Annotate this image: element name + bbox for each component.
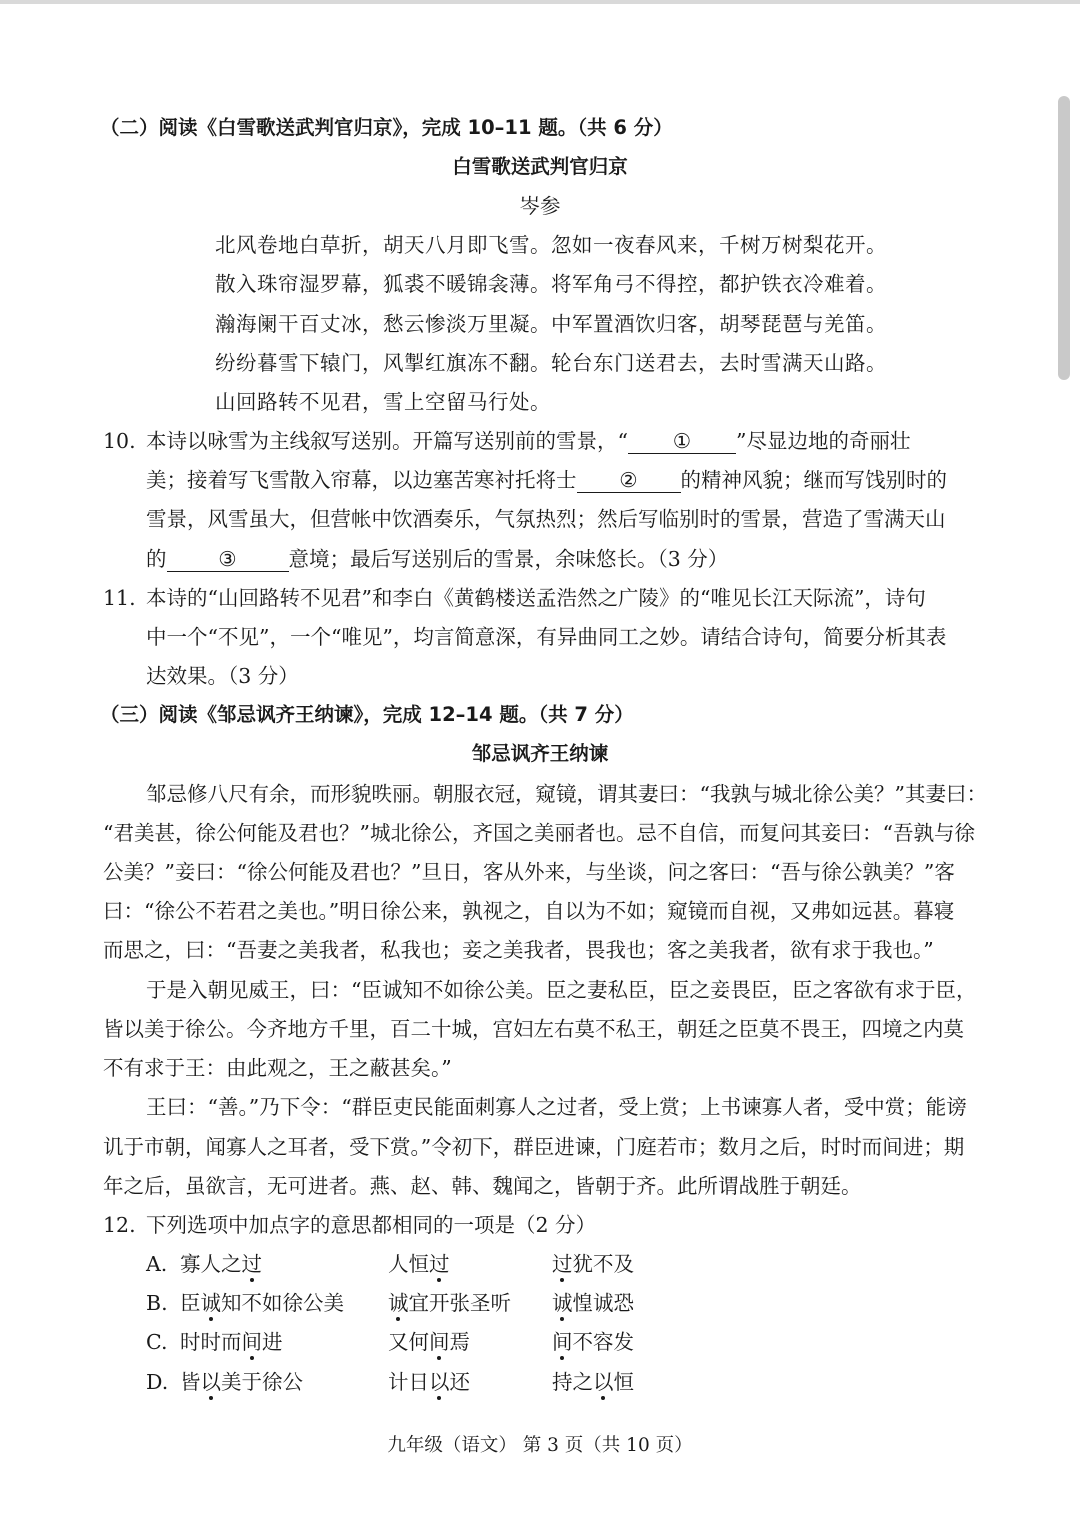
poem-author: 岑参	[519, 194, 561, 218]
emphasis-dot-char: 过	[429, 1252, 450, 1276]
q12-option-b-item-3: 诚惶诚恐	[552, 1291, 634, 1315]
q12-option-a-letter: A.	[146, 1252, 168, 1276]
emphasis-dot-char: 间	[552, 1330, 573, 1354]
essay-p1-line-3: 公美？”妾曰：“徐公何能及君也？”旦日，客从外来，与坐谈，问之客曰：“吾与徐公孰美？”客	[103, 860, 955, 884]
q11-line-3: 达效果。（3 分）	[146, 664, 299, 688]
essay-p1-line-4: 曰：“徐公不若君之美也。”明日徐公来，孰视之，自以为不如；窥镜而自视，又弗如远甚。暮寝	[103, 899, 955, 923]
q11-number: 11.	[103, 586, 136, 610]
q10-blank-1[interactable]: ①	[628, 429, 736, 454]
q10-blank-3[interactable]: ③	[167, 547, 289, 572]
essay-p3-line-3: 年之后，虽欲言，无可进者。燕、赵、韩、魏闻之，皆朝于齐。此所谓战胜于朝廷。	[103, 1174, 862, 1198]
q10-line-2	[146, 466, 947, 494]
q10-text: 意境；最后写送别后的雪景，余味悠长。（3 分）	[288, 547, 729, 571]
q12-option-d-item-2: 计日以还	[388, 1370, 470, 1394]
poem-title: 白雪歌送武判官归京	[452, 155, 628, 178]
q10-line-3: 雪景，风雪虽大，但营帐中饮酒奏乐，气氛热烈；然后写临别时的雪景，营造了雪满天山	[146, 507, 946, 531]
emphasis-dot-char: 诚	[552, 1291, 573, 1315]
q12-option-a-item-1: 寡人之过	[180, 1252, 262, 1276]
essay-title: 邹忌讽齐王纳谏	[471, 742, 609, 765]
page-footer: 九年级（语文） 第 3 页（共 10 页）	[387, 1435, 693, 1456]
poem-line-5: 山回路转不见君，雪上空留马行处。	[215, 390, 551, 414]
poem-line-3: 瀚海阑干百丈冰，愁云惨淡万里凝。中军置酒饮归客，胡琴琵琶与羌笛。	[215, 312, 887, 336]
poem-line-4: 纷纷暮雪下辕门，风掣红旗冻不翻。轮台东门送君去，去时雪满天山路。	[215, 351, 887, 375]
essay-p3-line-2: 讥于市朝，闻寡人之耳者，受下赏。”令初下，群臣进谏，门庭若市；数月之后，时时而间进；期	[103, 1135, 965, 1159]
essay-p2-line-2: 皆以美于徐公。今齐地方千里，百二十城，宫妇左右莫不私王，朝廷之臣莫不畏王，四境之内莫	[103, 1017, 964, 1041]
emphasis-dot-char: 诚	[388, 1291, 409, 1315]
q12-option-d-item-1: 皆以美于徐公	[180, 1370, 303, 1394]
q10-text: ”尽显边地的奇丽壮	[735, 429, 911, 453]
emphasis-dot-char: 过	[552, 1252, 573, 1276]
q10-text: 的	[146, 547, 167, 571]
q10-line-1	[146, 427, 910, 455]
section-3-heading: （三）阅读《邹忌讽齐王纳谏》，完成 12–14 题。（共 7 分）	[100, 703, 634, 726]
emphasis-dot-char: 以	[429, 1370, 450, 1394]
q10-line-4	[146, 545, 728, 573]
essay-p1-line-1: 邹忌修八尺有余，而形貌昳丽。朝服衣冠，窥镜，谓其妻曰：“我孰与城北徐公美？”其妻曰：	[146, 782, 987, 806]
q12-number: 12.	[103, 1213, 136, 1237]
essay-p2-line-1: 于是入朝见威王，曰：“臣诚知不如徐公美。臣之妻私臣，臣之妾畏臣，臣之客欲有求于臣，	[146, 978, 977, 1002]
essay-p1-line-5: 而思之，曰：“吾妻之美我者，私我也；妾之美我者，畏我也；客之美我者，欲有求于我也。”	[103, 938, 934, 962]
section-2-heading: （二）阅读《白雪歌送武判官归京》，完成 10–11 题。（共 6 分）	[100, 116, 673, 139]
essay-p3-line-1: 王曰：“善。”乃下令：“群臣吏民能面刺寡人之过者，受上赏；上书谏寡人者，受中赏；能谤	[146, 1095, 967, 1119]
q12-stem: 下列选项中加点字的意思都相同的一项是（2 分）	[146, 1213, 597, 1237]
q10-blank-2[interactable]: ②	[577, 468, 681, 493]
emphasis-dot-char: 间	[241, 1330, 262, 1354]
q12-option-b-letter: B.	[146, 1291, 168, 1315]
essay-p2-line-3: 不有求于王：由此观之，王之蔽甚矣。”	[103, 1056, 452, 1080]
q12-option-c-item-3: 间不容发	[552, 1330, 634, 1354]
emphasis-dot-char: 诚	[200, 1291, 221, 1315]
emphasis-dot-char: 间	[429, 1330, 450, 1354]
q10-text: 的精神风貌；继而写饯别时的	[680, 468, 947, 492]
essay-p1-line-2: “君美甚，徐公何能及君也？”城北徐公，齐国之美丽者也。忌不自信，而复问其妾曰：“吾孰与徐	[103, 821, 975, 845]
emphasis-dot-char: 以	[200, 1370, 221, 1394]
q12-option-c-letter: C.	[146, 1330, 168, 1354]
poem-line-2: 散入珠帘湿罗幕，狐裘不暖锦衾薄。将军角弓不得控，都护铁衣冷难着。	[215, 272, 887, 296]
emphasis-dot-char: 以	[593, 1370, 614, 1394]
q10-number: 10.	[103, 429, 136, 453]
poem-line-1: 北风卷地白草折，胡天八月即飞雪。忽如一夜春风来，千树万树梨花开。	[215, 233, 887, 257]
q12-option-d-letter: D.	[146, 1370, 169, 1394]
q11-line-2: 中一个“不见”，一个“唯见”，均言简意深，有异曲同工之妙。请结合诗句，简要分析其表	[146, 625, 947, 649]
q12-option-d-item-3: 持之以恒	[552, 1370, 634, 1394]
q12-option-c-item-2: 又何间焉	[388, 1330, 470, 1354]
q12-option-b-item-2: 诚宜开张圣听	[388, 1291, 511, 1315]
emphasis-dot-char: 过	[241, 1252, 262, 1276]
q10-text: 本诗以咏雪为主线叙写送别。开篇写送别前的雪景，“	[146, 429, 628, 453]
q10-text: 美；接着写飞雪散入帘幕，以边塞苦寒衬托将士	[146, 468, 577, 492]
q11-line-1: 本诗的“山回路转不见君”和李白《黄鹤楼送孟浩然之广陵》的“唯见长江天际流”，诗句	[146, 586, 926, 610]
q12-option-a-item-2: 人恒过	[388, 1252, 450, 1276]
q12-option-c-item-1: 时时而间进	[180, 1330, 283, 1354]
q12-option-b-item-1: 臣诚知不如徐公美	[180, 1291, 344, 1315]
q12-option-a-item-3: 过犹不及	[552, 1252, 634, 1276]
